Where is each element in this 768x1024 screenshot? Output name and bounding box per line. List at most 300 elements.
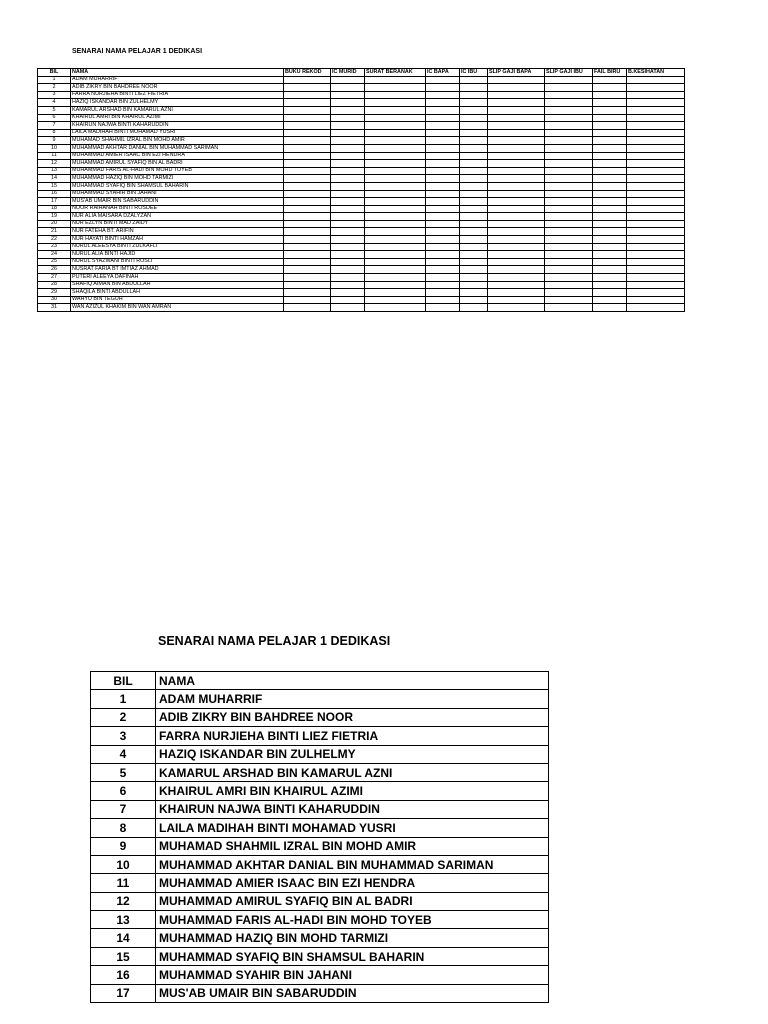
table-row: [38, 274, 685, 282]
row-nama: MUHAMMAD AMIER ISAAC BIN EZI HENDRA: [71, 152, 284, 160]
checklist-cell: [488, 258, 545, 266]
zoomed-table-row: [91, 819, 549, 837]
table-row: [38, 281, 685, 289]
header-b-kesihatan: B.KESIHATAN: [627, 69, 685, 77]
checklist-cell: [331, 84, 365, 92]
checklist-cell: [460, 167, 488, 175]
checklist-cell: [460, 122, 488, 130]
zoomed-row-bil: 3: [91, 727, 156, 745]
zoomed-row-bil: 2: [91, 708, 156, 726]
zoomed-row-nama: MUHAMMAD AMIRUL SYAFIQ BIN AL BADRI: [156, 892, 549, 910]
header-slip-gaji-bapa: SLIP GAJI BAPA: [488, 69, 545, 77]
checklist-cell: [284, 106, 331, 114]
checklist-cell: [331, 129, 365, 137]
row-bil: 10: [38, 144, 71, 152]
checklist-cell: [627, 251, 685, 259]
row-nama: MUHAMMAD SYAHIR BIN JAHANI: [71, 190, 284, 198]
row-nama: KHAIRUN NAJWA BINTI KAHARUDDIN: [71, 122, 284, 130]
zoomed-row-nama: MUHAMMAD AMIER ISAAC BIN EZI HENDRA: [156, 874, 549, 892]
zoomed-row-nama: MUHAMMAD HAZIQ BIN MOHD TARMIZI: [156, 929, 549, 947]
checklist-cell: [365, 152, 426, 160]
checklist-cell: [545, 243, 593, 251]
checklist-cell: [426, 289, 460, 297]
checklist-cell: [426, 106, 460, 114]
checklist-cell: [331, 266, 365, 274]
row-nama: FARRA NURJIEHA BINTI LIEZ FIETRIA: [71, 91, 284, 99]
checklist-cell: [365, 296, 426, 304]
header-surat-beranak: SURAT BERANAK: [365, 69, 426, 77]
checklist-cell: [545, 137, 593, 145]
checklist-cell: [426, 84, 460, 92]
checklist-cell: [331, 281, 365, 289]
checklist-cell: [331, 137, 365, 145]
checklist-cell: [284, 182, 331, 190]
checklist-cell: [460, 182, 488, 190]
row-bil: 14: [38, 175, 71, 183]
checklist-cell: [593, 144, 627, 152]
checklist-cell: [426, 251, 460, 259]
checklist-cell: [627, 137, 685, 145]
checklist-cell: [488, 220, 545, 228]
checklist-cell: [331, 258, 365, 266]
document-title: SENARAI NAMA PELAJAR 1 DEDIKASI: [72, 48, 203, 55]
checklist-cell: [593, 198, 627, 206]
checklist-cell: [284, 160, 331, 168]
checklist-cell: [331, 106, 365, 114]
header-nama: NAMA: [71, 69, 284, 77]
checklist-cell: [488, 167, 545, 175]
checklist-cell: [331, 175, 365, 183]
table-row: [38, 266, 685, 274]
checklist-cell: [545, 144, 593, 152]
header-buku-rekod: BUKU REKOD: [284, 69, 331, 77]
zoomed-table-row: [91, 874, 549, 892]
checklist-cell: [284, 84, 331, 92]
checklist-cell: [331, 251, 365, 259]
checklist-cell: [627, 114, 685, 122]
row-bil: 4: [38, 99, 71, 107]
checklist-cell: [545, 167, 593, 175]
checklist-cell: [460, 213, 488, 221]
checklist-cell: [545, 220, 593, 228]
checklist-cell: [284, 129, 331, 137]
checklist-cell: [593, 213, 627, 221]
zoomed-table-row: [91, 782, 549, 800]
checklist-cell: [460, 137, 488, 145]
checklist-cell: [331, 289, 365, 297]
row-bil: 27: [38, 274, 71, 282]
checklist-cell: [593, 76, 627, 84]
checklist-cell: [426, 114, 460, 122]
checklist-cell: [545, 175, 593, 183]
checklist-cell: [488, 99, 545, 107]
checklist-cell: [627, 106, 685, 114]
row-bil: 29: [38, 289, 71, 297]
table-row: [38, 205, 685, 213]
table-row: [38, 258, 685, 266]
checklist-cell: [545, 76, 593, 84]
checklist-cell: [593, 152, 627, 160]
checklist-cell: [488, 175, 545, 183]
checklist-cell: [460, 76, 488, 84]
checklist-cell: [284, 289, 331, 297]
checklist-cell: [331, 190, 365, 198]
checklist-cell: [488, 205, 545, 213]
table-row: [38, 122, 685, 130]
checklist-cell: [284, 213, 331, 221]
header-ic-bapa: IC BAPA: [426, 69, 460, 77]
checklist-cell: [488, 243, 545, 251]
checklist-cell: [284, 274, 331, 282]
header-ic-ibu: IC IBU: [460, 69, 488, 77]
zoomed-row-bil: 9: [91, 837, 156, 855]
row-nama: WAHYU BIN TEGUH: [71, 296, 284, 304]
checklist-cell: [460, 99, 488, 107]
checklist-cell: [460, 281, 488, 289]
header-ic-murid: IC MURID: [331, 69, 365, 77]
row-nama: WAN AZIZUL KHAKIM BIN WAN AMRAN: [71, 304, 284, 312]
checklist-cell: [331, 213, 365, 221]
checklist-cell: [284, 167, 331, 175]
checklist-cell: [488, 236, 545, 244]
checklist-cell: [593, 160, 627, 168]
checklist-cell: [627, 152, 685, 160]
checklist-cell: [593, 243, 627, 251]
row-nama: NURUL SYAZWANI BINTI ROSLI: [71, 258, 284, 266]
checklist-cell: [365, 236, 426, 244]
checklist-cell: [627, 213, 685, 221]
checklist-cell: [426, 129, 460, 137]
checklist-cell: [284, 144, 331, 152]
row-bil: 23: [38, 243, 71, 251]
zoomed-table-row: [91, 727, 549, 745]
zoomed-row-nama: FARRA NURJIEHA BINTI LIEZ FIETRIA: [156, 727, 549, 745]
checklist-cell: [545, 114, 593, 122]
zoomed-header-nama: NAMA: [156, 672, 549, 690]
zoomed-table-row: [91, 800, 549, 818]
checklist-cell: [627, 122, 685, 130]
checklist-cell: [426, 152, 460, 160]
zoomed-row-bil: 15: [91, 947, 156, 965]
row-nama: NURUL ALIA BINTI HAJID: [71, 251, 284, 259]
row-nama: HAZIQ ISKANDAR BIN ZULHELMY: [71, 99, 284, 107]
row-bil: 20: [38, 220, 71, 228]
checklist-cell: [426, 167, 460, 175]
checklist-cell: [627, 129, 685, 137]
checklist-cell: [426, 76, 460, 84]
checklist-cell: [488, 198, 545, 206]
row-nama: NUR FATEHA BT. ARIFIN: [71, 228, 284, 236]
checklist-cell: [331, 91, 365, 99]
checklist-cell: [627, 258, 685, 266]
zoomed-table-row: [91, 966, 549, 984]
zoomed-table-row: [91, 708, 549, 726]
checklist-cell: [593, 91, 627, 99]
row-bil: 3: [38, 91, 71, 99]
checklist-cell: [545, 106, 593, 114]
checklist-cell: [627, 236, 685, 244]
checklist-cell: [365, 258, 426, 266]
checklist-cell: [488, 129, 545, 137]
checklist-cell: [593, 205, 627, 213]
checklist-cell: [284, 258, 331, 266]
table-row: [38, 213, 685, 221]
zoomed-table-row: [91, 745, 549, 763]
checklist-cell: [426, 175, 460, 183]
zoomed-row-nama: KHAIRUL AMRI BIN KHAIRUL AZIMI: [156, 782, 549, 800]
checklist-cell: [627, 167, 685, 175]
checklist-cell: [460, 144, 488, 152]
row-bil: 8: [38, 129, 71, 137]
checklist-cell: [331, 160, 365, 168]
zoomed-table-row: [91, 911, 549, 929]
checklist-cell: [460, 84, 488, 92]
row-bil: 31: [38, 304, 71, 312]
checklist-cell: [331, 220, 365, 228]
checklist-cell: [365, 289, 426, 297]
table-row: [38, 236, 685, 244]
zoomed-row-nama: MUHAMMAD AKHTAR DANIAL BIN MUHAMMAD SARIMAN: [156, 855, 549, 873]
checklist-cell: [426, 274, 460, 282]
checklist-cell: [460, 266, 488, 274]
checklist-cell: [627, 220, 685, 228]
checklist-cell: [365, 91, 426, 99]
row-bil: 6: [38, 114, 71, 122]
checklist-cell: [488, 213, 545, 221]
zoomed-row-nama: HAZIQ ISKANDAR BIN ZULHELMY: [156, 745, 549, 763]
checklist-cell: [627, 84, 685, 92]
checklist-cell: [488, 84, 545, 92]
row-bil: 2: [38, 84, 71, 92]
zoomed-row-nama: ADAM MUHARRIF: [156, 690, 549, 708]
zoomed-row-nama: MUHAMMAD FARIS AL-HADI BIN MOHD TOYEB: [156, 911, 549, 929]
checklist-cell: [331, 243, 365, 251]
zoomed-table-row: [91, 690, 549, 708]
checklist-cell: [545, 122, 593, 130]
row-nama: KAMARUL ARSHAD BIN KAMARUL AZNI: [71, 106, 284, 114]
checklist-cell: [426, 228, 460, 236]
row-bil: 25: [38, 258, 71, 266]
checklist-cell: [488, 251, 545, 259]
checklist-cell: [627, 274, 685, 282]
zoomed-row-bil: 11: [91, 874, 156, 892]
checklist-cell: [331, 198, 365, 206]
checklist-cell: [365, 122, 426, 130]
zoomed-row-nama: MUHAMMAD SYAHIR BIN JAHANI: [156, 966, 549, 984]
checklist-cell: [284, 236, 331, 244]
row-nama: SHAFIQ AIMAN BIN ABDULLAH: [71, 281, 284, 289]
row-nama: NOOR RAIHANAH BINTI ROSDEE: [71, 205, 284, 213]
table-row: [38, 76, 685, 84]
checklist-cell: [488, 122, 545, 130]
checklist-cell: [488, 182, 545, 190]
row-nama: MUS'AB UMAIR BIN SABARUDDIN: [71, 198, 284, 206]
checklist-cell: [593, 251, 627, 259]
zoomed-row-bil: 6: [91, 782, 156, 800]
table-row: [38, 175, 685, 183]
checklist-cell: [593, 129, 627, 137]
row-bil: 12: [38, 160, 71, 168]
checklist-cell: [488, 289, 545, 297]
checklist-cell: [460, 289, 488, 297]
zoomed-header-bil: BIL: [91, 672, 156, 690]
checklist-cell: [488, 296, 545, 304]
checklist-cell: [426, 137, 460, 145]
row-nama: MUHAMMAD HAZIQ BIN MOHD TARMIZI: [71, 175, 284, 183]
checklist-cell: [365, 106, 426, 114]
checklist-cell: [284, 76, 331, 84]
checklist-cell: [426, 160, 460, 168]
checklist-cell: [331, 144, 365, 152]
checklist-cell: [365, 251, 426, 259]
row-nama: LAILA MADIHAH BINTI MOHAMAD YUSRI: [71, 129, 284, 137]
table-row: [38, 296, 685, 304]
checklist-cell: [331, 274, 365, 282]
student-checklist-table: [37, 68, 685, 312]
row-nama: PUTERI ALEEYA DAFINAH: [71, 274, 284, 282]
checklist-cell: [593, 175, 627, 183]
checklist-cell: [545, 266, 593, 274]
table-row: [38, 220, 685, 228]
checklist-cell: [460, 175, 488, 183]
checklist-cell: [545, 152, 593, 160]
checklist-cell: [593, 137, 627, 145]
checklist-cell: [426, 236, 460, 244]
checklist-cell: [365, 99, 426, 107]
row-nama: ADIB ZIKRY BIN BAHDREE NOOR: [71, 84, 284, 92]
checklist-cell: [545, 258, 593, 266]
checklist-cell: [545, 213, 593, 221]
row-bil: 15: [38, 182, 71, 190]
row-nama: SHAQILA BINTI ABDULLAH: [71, 289, 284, 297]
zoomed-row-bil: 12: [91, 892, 156, 910]
checklist-cell: [460, 198, 488, 206]
zoomed-table-row: [91, 892, 549, 910]
checklist-cell: [545, 296, 593, 304]
checklist-cell: [365, 274, 426, 282]
checklist-cell: [488, 106, 545, 114]
table-row: [38, 243, 685, 251]
row-bil: 19: [38, 213, 71, 221]
checklist-cell: [593, 122, 627, 130]
checklist-cell: [545, 160, 593, 168]
checklist-cell: [331, 99, 365, 107]
row-nama: MUHAMMAD SYAFIQ BIN SHAMSUL BAHARIN: [71, 182, 284, 190]
checklist-cell: [331, 114, 365, 122]
checklist-cell: [545, 228, 593, 236]
row-bil: 9: [38, 137, 71, 145]
checklist-cell: [593, 236, 627, 244]
checklist-cell: [460, 251, 488, 259]
zoomed-row-bil: 5: [91, 763, 156, 781]
checklist-cell: [365, 198, 426, 206]
checklist-cell: [593, 281, 627, 289]
checklist-cell: [593, 106, 627, 114]
zoomed-row-bil: 10: [91, 855, 156, 873]
row-nama: MUHAMMAD AKHTAR DANIAL BIN MUHAMMAD SARIMAN: [71, 144, 284, 152]
checklist-cell: [460, 91, 488, 99]
zoomed-table-row: [91, 837, 549, 855]
checklist-cell: [331, 296, 365, 304]
checklist-cell: [284, 137, 331, 145]
checklist-cell: [365, 213, 426, 221]
checklist-cell: [460, 152, 488, 160]
checklist-cell: [627, 281, 685, 289]
row-nama: NUR ALIA MAISARA DZALYZAN: [71, 213, 284, 221]
checklist-cell: [593, 190, 627, 198]
checklist-cell: [627, 243, 685, 251]
checklist-cell: [627, 266, 685, 274]
checklist-cell: [284, 281, 331, 289]
zoomed-table-row: [91, 855, 549, 873]
zoomed-row-bil: 7: [91, 800, 156, 818]
checklist-cell: [426, 205, 460, 213]
header-slip-gaji-ibu: SLIP GAJI IBU: [545, 69, 593, 77]
zoomed-row-bil: 4: [91, 745, 156, 763]
row-nama: NUR HAYATI BINTI HAMZAH: [71, 236, 284, 244]
table-row: [38, 289, 685, 297]
checklist-cell: [593, 304, 627, 312]
checklist-cell: [284, 91, 331, 99]
row-bil: 11: [38, 152, 71, 160]
checklist-cell: [545, 198, 593, 206]
checklist-cell: [284, 205, 331, 213]
checklist-cell: [593, 114, 627, 122]
checklist-cell: [365, 175, 426, 183]
row-bil: 26: [38, 266, 71, 274]
checklist-cell: [593, 84, 627, 92]
checklist-cell: [365, 228, 426, 236]
checklist-cell: [365, 76, 426, 84]
checklist-cell: [488, 76, 545, 84]
checklist-cell: [460, 296, 488, 304]
checklist-cell: [460, 190, 488, 198]
checklist-cell: [365, 84, 426, 92]
checklist-cell: [488, 281, 545, 289]
row-nama: KHAIRUL AMRI BIN KHAIRUL AZIMI: [71, 114, 284, 122]
zoomed-header-row: [91, 672, 549, 690]
checklist-cell: [460, 129, 488, 137]
checklist-cell: [460, 106, 488, 114]
checklist-cell: [488, 228, 545, 236]
table-row: [38, 137, 685, 145]
checklist-cell: [627, 182, 685, 190]
header-fail-biru: FAIL BIRU: [593, 69, 627, 77]
checklist-cell: [284, 175, 331, 183]
checklist-cell: [365, 304, 426, 312]
checklist-cell: [426, 213, 460, 221]
checklist-cell: [593, 99, 627, 107]
row-bil: 16: [38, 190, 71, 198]
checklist-cell: [460, 236, 488, 244]
checklist-cell: [488, 190, 545, 198]
checklist-cell: [284, 251, 331, 259]
checklist-cell: [627, 289, 685, 297]
checklist-cell: [331, 76, 365, 84]
checklist-cell: [426, 304, 460, 312]
checklist-cell: [460, 228, 488, 236]
checklist-cell: [627, 205, 685, 213]
checklist-cell: [627, 144, 685, 152]
row-nama: NUR EZLYN BINTI MAD ZAIDY: [71, 220, 284, 228]
checklist-cell: [593, 266, 627, 274]
checklist-cell: [460, 258, 488, 266]
checklist-cell: [488, 266, 545, 274]
row-bil: 24: [38, 251, 71, 259]
row-bil: 17: [38, 198, 71, 206]
checklist-cell: [284, 114, 331, 122]
checklist-cell: [331, 152, 365, 160]
